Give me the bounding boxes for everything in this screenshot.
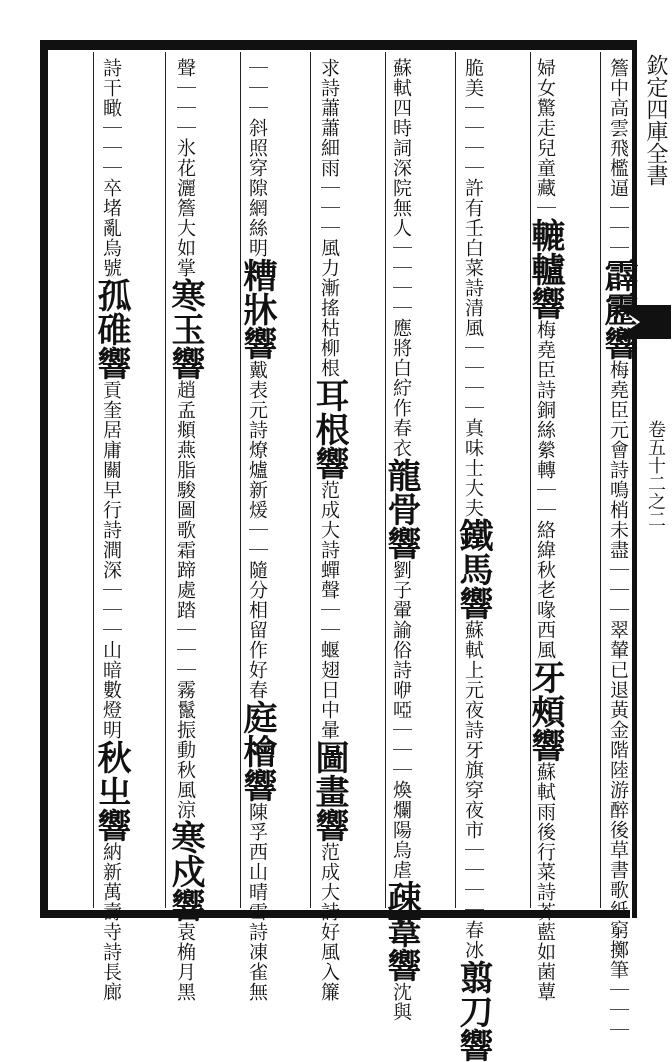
text-run: 梅堯臣元會詩鳴梢未盡｜｜｜翠輦已退黃金階陸游醉後草書歌紙窮擲筆｜｜｜ [607, 360, 629, 1040]
text-run: 蘇軾雨後行菜詩芥藍如菌蕈 [534, 762, 556, 1002]
text-run: ｜應將白紵作春衣 [390, 298, 412, 458]
text-run: 趙孟頫燕脂駿圖歌霜蹄處踏｜｜｜霧鬣振動秋風涼 [174, 380, 196, 820]
entry-heading: 寒玉響 [165, 278, 205, 380]
text-run: 蘇軾四時詞深院無人 [390, 58, 412, 238]
text-run: 卒堵亂烏號 [100, 178, 122, 278]
text-run: 沈與 [390, 982, 412, 1022]
book-header: 欽定四庫全書 [643, 54, 668, 186]
text-run: 風力漸搖枯柳根 [318, 238, 340, 378]
entry-heading: 庭檜響 [237, 700, 277, 802]
text-run: 簷中高雲飛檻逼 [607, 58, 629, 198]
entry-heading: 疎葦響 [381, 880, 421, 982]
text-column-8 [58, 58, 131, 1002]
text-run: ｜｜｜斜照 [246, 58, 268, 158]
entry-heading: 糟牀響 [237, 258, 277, 360]
text-run: ｜｜隨分相留作好春 [246, 520, 268, 700]
text-run: 袁桷月黑 [174, 922, 196, 1002]
entry-heading: 孤碓響 [91, 278, 131, 380]
text-column-5 [276, 58, 349, 1002]
entry-heading: 鐵馬響 [453, 518, 493, 620]
text-column-1 [565, 58, 638, 1040]
text-column-3 [420, 58, 493, 1062]
entry-heading: 翦刀響 [453, 960, 493, 1062]
text-run: ｜｜｜ [318, 178, 340, 238]
text-run: 梅堯臣詩銅絲縈轉｜｜絡緯秋老喙西風 [534, 320, 556, 660]
text-run: ｜｜｜｜ [462, 98, 484, 178]
text-run: ｜｜｜ [607, 198, 629, 258]
text-run: 范成大詩蟬聲｜｜蝘翅日中暈 [318, 480, 340, 740]
entry-heading: 轆轤響 [525, 218, 565, 320]
text-run: ｜ [534, 198, 556, 218]
text-column-7 [132, 58, 205, 1002]
volume-label: 卷五十二之二 [645, 420, 666, 528]
frame-left-border [40, 40, 48, 918]
entry-heading: 牙頰響 [525, 660, 565, 762]
text-run: 貢奎居庸關早行詩澗深｜｜｜山暗數燈明 [100, 380, 122, 740]
text-run: 聲｜｜｜氷花 [174, 58, 196, 178]
text-run: 陳孚西山晴雪詩凍雀無 [246, 802, 268, 1002]
text-run: 納新萬壽寺詩長廊 [100, 842, 122, 1002]
text-run: ｜｜｜ [390, 238, 412, 298]
text-run: 求詩蕭蕭細雨 [318, 58, 340, 178]
entry-heading: 耳根響 [309, 378, 349, 480]
text-run: 灑簷大如掌 [174, 178, 196, 278]
entry-heading: 秋㞢響 [91, 740, 131, 842]
text-run: 劉子翬諭俗詩咿啞｜｜｜煥爛陽烏虐 [390, 560, 412, 880]
text-run: 蘇軾上元夜詩牙旗穿夜市｜｜｜｜春冰 [462, 620, 484, 960]
entry-heading: 圖畫響 [309, 740, 349, 842]
text-column-2 [492, 58, 565, 1002]
entry-heading: 龍骨響 [381, 458, 421, 560]
entry-heading: 霹靂響 [598, 258, 638, 360]
text-run: 許有壬白菜詩清風｜｜｜｜真味士大夫 [462, 178, 484, 518]
text-run: 詩干瞰｜｜｜ [100, 58, 122, 178]
entry-heading: 寒戍響 [165, 820, 205, 922]
text-column-6 [204, 58, 277, 1002]
text-run: 脆美 [462, 58, 484, 98]
text-run: 戴表元詩燎爐新煖 [246, 360, 268, 520]
text-run: 婦女驚走兒童藏 [534, 58, 556, 198]
frame-top-border [40, 40, 636, 50]
text-run: 范成大詩好風入簾 [318, 842, 340, 1002]
text-run: 穿隙網絲明 [246, 158, 268, 258]
text-column-4 [348, 58, 421, 1022]
